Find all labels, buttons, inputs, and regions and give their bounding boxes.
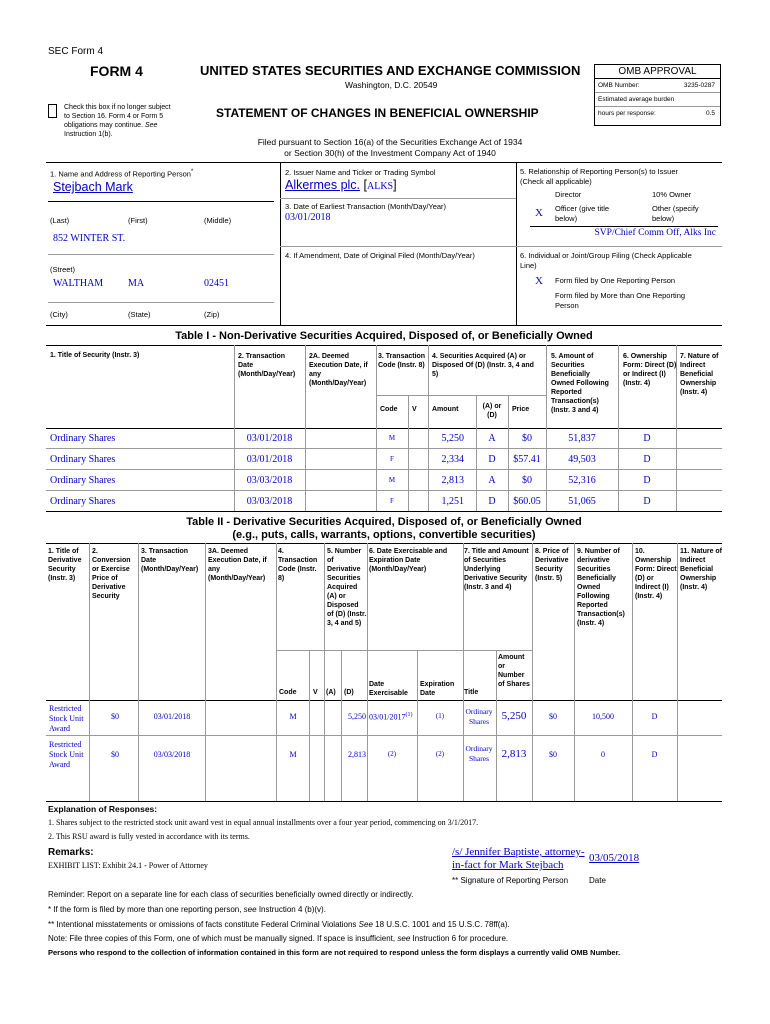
table2-title: Table II - Derivative Securities Acquired, Disposed of, or Beneficially Owned (e.g., puts, calls, warrants, options, convertible securities)	[186, 516, 582, 541]
t2-h1: 1. Title of Derivative Security (Instr. 3)	[48, 548, 82, 582]
director-label: Director	[555, 190, 582, 199]
signature: /s/ Jennifer Baptiste, attorney- in-fact for Mark Stejbach	[452, 846, 585, 871]
box1-label: 1. Name and Address of Reporting Person*	[50, 168, 194, 179]
box4-label: 4. If Amendment, Date of Original Filed (Month/Day/Year)	[285, 251, 475, 260]
table-row: Restricted Stock Unit Award $0 03/01/2018 M 5,250 03/01/2017$^{(1)}$ (1) Ordinary Shares 5,250 $0 10,500 D	[46, 700, 722, 736]
explanation-note-2: 2. This RSU award is fully vested in accordance with its terms.	[48, 832, 250, 841]
remarks-heading: Remarks:	[48, 847, 94, 858]
box3-label: 3. Date of Earliest Transaction (Month/Day/Year)	[285, 202, 447, 211]
state-label: (State)	[128, 310, 151, 319]
t2-d: (D)	[344, 689, 354, 696]
t2-h3: 3. Transaction Date (Month/Day/Year)	[141, 548, 199, 573]
t2-h11: 11. Nature of Indirect Beneficial Ownership (Instr. 4)	[680, 548, 723, 591]
t2-code: Code	[279, 689, 297, 696]
omb-number-label: OMB Number:	[598, 82, 640, 89]
explanation-note-1: 1. Shares subject to the restricted stock unit award vest in equal annual installments over a four year period, commencing on 3/1/2017.	[48, 818, 479, 827]
footer-note-1: * If the form is filed by more than one reporting person, see Instruction 4 (b)(v).	[48, 905, 326, 914]
t2-a: (A)	[326, 689, 336, 696]
omb-hours-label: hours per response:	[598, 110, 656, 117]
table-row: Ordinary Shares 03/01/2018 M 5,250 A $0 51,837 D	[46, 428, 722, 449]
t1-h7: 7. Nature of Indirect Beneficial Ownership (Instr. 4)	[680, 353, 719, 396]
zip-value: 02451	[204, 278, 229, 289]
omb-number: 3235-0287	[683, 82, 715, 89]
earliest-transaction-date: 03/01/2018	[285, 212, 331, 223]
zip-label: (Zip)	[204, 310, 220, 319]
t1-h3: 3. Transaction Code (Instr. 8)	[378, 353, 426, 369]
t2-title: Title	[464, 689, 479, 696]
issuer-name-link[interactable]: Alkermes plc.	[285, 178, 361, 192]
t1-code: Code	[380, 406, 398, 413]
t2-h5: 5. Number of Derivative Securities Acquired (A) or Disposed of (D) (Instr. 3, 4 and 5)	[327, 548, 367, 627]
commission-city: Washington, D.C. 20549	[345, 80, 438, 90]
box6-label: 6. Individual or Joint/Group Filing (Check Applicable Line)	[520, 251, 692, 270]
t1-price: Price	[512, 406, 530, 413]
omb-burden-label: Estimated average burden	[598, 96, 675, 103]
sec-form-label: SEC Form 4	[48, 46, 104, 57]
t1-h1: 1. Title of Security (Instr. 3)	[50, 352, 140, 359]
omb-title: OMB APPROVAL	[595, 65, 720, 79]
omb-hours: 0.5	[705, 110, 715, 117]
explanation-heading: Explanation of Responses:	[48, 804, 158, 814]
t2-date-exercisable: Date Exercisable	[369, 681, 408, 697]
first-label: (First)	[128, 216, 148, 225]
form-number: FORM 4	[90, 63, 143, 79]
no-longer-subject-checkbox[interactable]	[48, 104, 57, 118]
t1-h2: 2. Transaction Date (Month/Day/Year)	[238, 353, 296, 378]
more-persons-label: Form filed by More than One Reporting Person	[555, 291, 686, 310]
middle-label: (Middle)	[204, 216, 232, 225]
officer-title: SVP/Chief Comm Off, Alks Inc	[594, 228, 716, 238]
t1-v: V	[412, 406, 417, 413]
t2-v: V	[313, 689, 318, 696]
box5-label: 5. Relationship of Reporting Person(s) to Issuer (Check all applicable)	[520, 167, 678, 186]
table-row: Ordinary Shares 03/03/2018 F 1,251 D $60.05 51,065 D	[46, 491, 722, 512]
issuer-line: Alkermes plc. [ALKS]	[285, 178, 397, 192]
t1-h5: 5. Amount of Securities Beneficially Owned Following Reported Transaction(s) (Instr. 3 and 4)	[551, 353, 609, 414]
footer-note-3: Note: File three copies of this Form, one of which must be manually signed. If space is insufficient, see Instruction 6 for procedure.	[48, 934, 509, 943]
footer-note-2: ** Intentional misstatements or omissions of facts constitute Federal Criminal Violations See 18 U.S.C. 1001 and 15 U.S.C. 78ff(a).	[48, 920, 510, 929]
t2-h7: 7. Title and Amount of Securities Underlying Derivative Security (Instr. 3 and 4)	[464, 548, 529, 591]
t1-amount: Amount	[432, 406, 459, 413]
filed-pursuant: Filed pursuant to Section 16(a) of the Securities Exchange Act of 1934 or Section 30(h) of the Investment Company Act of 1940	[257, 137, 523, 158]
street-value: 852 WINTER ST.	[53, 233, 126, 244]
date-label: Date	[589, 876, 606, 885]
street-label: (Street)	[50, 265, 76, 274]
ten-percent-owner-label: 10% Owner	[652, 190, 692, 199]
checkbox-instructions: Check this box if no longer subject to Section 16. Form 4 or Form 5 obligations may continue. See Instruction 1(b).	[64, 104, 171, 138]
t2-h6: 6. Date Exercisable and Expiration Date (Month/Day/Year)	[369, 548, 448, 573]
officer-check-mark[interactable]: X	[535, 207, 543, 219]
box2-label: 2. Issuer Name and Ticker or Trading Symbol	[285, 168, 436, 177]
footer-omb-notice: Persons who respond to the collection of information contained in this form are not required to respond unless the form displays a currently valid OMB Number.	[48, 948, 621, 957]
t1-aord: (A) or (D)	[482, 403, 502, 419]
commission-title: UNITED STATES SECURITIES AND EXCHANGE COMMISSION	[200, 63, 581, 78]
t2-h2: 2. Conversion or Exercise Price of Derivative Security	[92, 548, 131, 600]
other-label: Other (specify below)	[652, 204, 699, 223]
signature-date: 03/05/2018	[589, 852, 640, 864]
reporting-person-name[interactable]: Stejbach Mark	[53, 180, 133, 194]
t2-h4: 4. Transaction Code (Instr. 8)	[278, 548, 318, 582]
t2-expiration: Expiration Date	[420, 681, 455, 697]
t2-h9: 9. Number of derivative Securities Beneficially Owned Following Reported Transaction(s) (Instr. 4)	[577, 548, 625, 627]
state-value: MA	[128, 278, 145, 289]
table-row: Ordinary Shares 03/03/2018 M 2,813 A $0 52,316 D	[46, 470, 722, 491]
table-row: Restricted Stock Unit Award $0 03/03/2018 M 2,813 (2) (2) Ordinary Shares 2,813 $0 0 D	[46, 736, 722, 802]
signature-label: ** Signature of Reporting Person	[452, 876, 569, 885]
one-person-check-mark[interactable]: X	[535, 275, 543, 287]
statement-title: STATEMENT OF CHANGES IN BENEFICIAL OWNERSHIP	[216, 106, 539, 120]
city-value: WALTHAM	[53, 278, 104, 289]
last-label: (Last)	[50, 216, 70, 225]
one-person-label: Form filed by One Reporting Person	[555, 276, 676, 285]
t2-h10: 10. Ownership Form: Direct (D) or Indirect (I) (Instr. 4)	[635, 548, 677, 600]
t2-amount: Amount or Number of Shares	[498, 654, 530, 688]
table1-title: Table I - Non-Derivative Securities Acquired, Disposed of, or Beneficially Owned	[175, 330, 593, 342]
t1-h4: 4. Securities Acquired (A) or Disposed Of (D) (Instr. 3, 4 and 5)	[432, 353, 534, 378]
officer-label: Officer (give title below)	[555, 204, 610, 223]
remarks-text: EXHIBIT LIST: Exhibit 24.1 - Power of Attorney	[48, 861, 208, 870]
t1-h2a: 2A. Deemed Execution Date, if any (Month/Day/Year)	[309, 353, 368, 387]
city-label: (City)	[50, 310, 68, 319]
ticker-symbol: ALKS	[367, 181, 394, 192]
table-row: Ordinary Shares 03/01/2018 F 2,334 D $57.41 49,503 D	[46, 449, 722, 470]
t2-h3a: 3A. Deemed Execution Date, if any (Month/Day/Year)	[208, 548, 267, 582]
t2-h8: 8. Price of Derivative Security (Instr. 5)	[535, 548, 569, 582]
footer-reminder: Reminder: Report on a separate line for each class of securities beneficially owned directly or indirectly.	[48, 890, 414, 899]
omb-approval-box	[594, 64, 721, 126]
t1-h6: 6. Ownership Form: Direct (D) or Indirect (I) (Instr. 4)	[623, 353, 677, 387]
